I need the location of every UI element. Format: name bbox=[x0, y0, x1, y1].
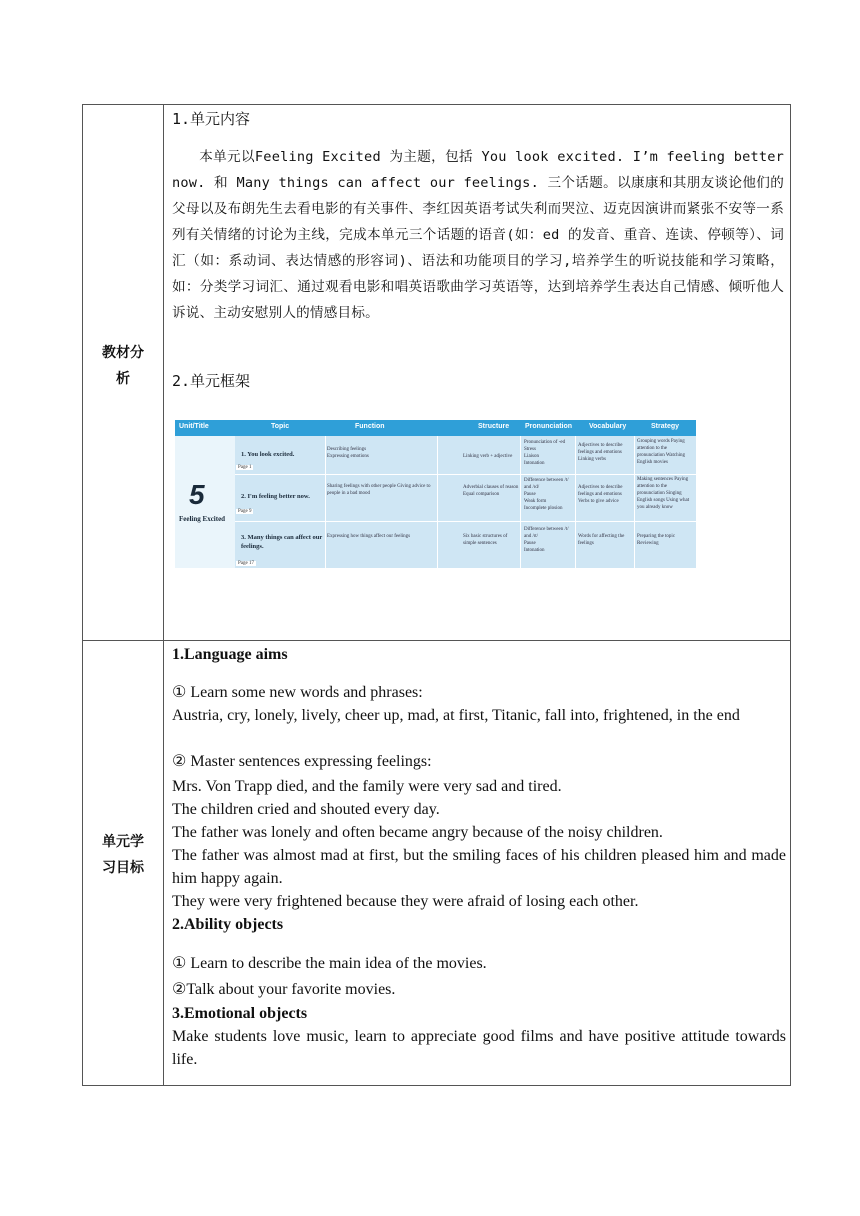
sentence: They were very frightened because they were afraid of losing each other. bbox=[172, 893, 639, 910]
framework-unit-number: 5 bbox=[189, 479, 205, 510]
sentence-list bbox=[172, 775, 786, 913]
unit-framework-table bbox=[175, 420, 696, 568]
analysis-row-label bbox=[83, 340, 163, 392]
framework-vocabulary-3: Words for affecting the feelings bbox=[578, 534, 625, 546]
row-divider bbox=[82, 640, 791, 641]
framework-header-unit: Unit/Title bbox=[179, 423, 209, 430]
ability-item-1: ① Learn to describe the main idea of the movies. bbox=[172, 955, 487, 972]
framework-row-line bbox=[235, 521, 696, 522]
framework-col-line bbox=[325, 436, 326, 568]
framework-header-topic: Topic bbox=[271, 423, 290, 430]
framework-strategy-2: Making sentences Paying attention to the pronunciation Singing English songs Using what you already know bbox=[637, 477, 690, 510]
framework-topic-2: 2. I'm feeling better now. bbox=[241, 493, 310, 500]
framework-header-strategy: Strategy bbox=[651, 423, 680, 430]
unit-content-heading: 1.单元内容 bbox=[172, 110, 251, 128]
framework-structure-1: Linking verb + adjective bbox=[463, 454, 513, 459]
unit-framework-heading: 2.单元框架 bbox=[172, 372, 251, 390]
analysis-label-line2: 析 bbox=[116, 371, 130, 387]
framework-header-function: Function bbox=[355, 423, 385, 430]
unit-content-paragraph bbox=[172, 144, 784, 326]
ability-objects-heading: 2.Ability objects bbox=[172, 916, 284, 933]
analysis-label-line1: 教材分 bbox=[102, 345, 144, 361]
framework-pronunciation-2: Difference between /t/ and /ɪd/ Pause Weak form Incomplete plosion bbox=[524, 478, 569, 511]
language-item-1: ① Learn some new words and phrases: bbox=[172, 684, 423, 701]
framework-topic-3: 3. Many things can affect our feelings. bbox=[241, 534, 323, 550]
framework-page-1: Page 1 bbox=[238, 465, 252, 470]
framework-unit-cell bbox=[175, 436, 235, 568]
framework-pronunciation-1: Pronunciation of -ed Stress Liaison Intonation bbox=[524, 440, 566, 466]
framework-function-2: Sharing feelings with other people Giving advice to people in a bad mood bbox=[327, 484, 431, 496]
framework-structure-2: Adverbial clauses of reason Equal comparison bbox=[463, 485, 519, 497]
sentence: The father was lonely and often became angry because of the noisy children. bbox=[172, 824, 663, 841]
framework-row-line bbox=[235, 474, 696, 475]
framework-col-line bbox=[437, 436, 438, 568]
framework-strategy-3: Preparing the topic Reviewing bbox=[637, 534, 676, 546]
emotional-objects-text: Make students love music, learn to appreciate good films and have positive attitude towards life. bbox=[172, 1028, 786, 1068]
framework-header-structure: Structure bbox=[478, 423, 510, 430]
column-divider bbox=[163, 104, 164, 1086]
sentence: The children cried and shouted every day. bbox=[172, 801, 440, 818]
framework-header-pronunciation: Pronunciation bbox=[525, 423, 573, 430]
framework-vocabulary-1: Adjectives to describe feelings and emotions Linking verbs bbox=[578, 443, 623, 462]
framework-topic-1: 1. You look excited. bbox=[241, 451, 295, 458]
framework-header-vocabulary: Vocabulary bbox=[589, 423, 627, 430]
framework-page-3: Page 17 bbox=[238, 561, 254, 566]
language-item-2: ② Master sentences expressing feelings: bbox=[172, 753, 432, 770]
framework-pronunciation-3: Difference between /t/ and /ɪt/ Pause Intonation bbox=[524, 527, 569, 553]
sentence: Mrs. Von Trapp died, and the family were very sad and tired. bbox=[172, 778, 562, 795]
framework-vocabulary-2: Adjectives to describe feelings and emotions Verbs to give advice bbox=[578, 485, 623, 504]
framework-col-line bbox=[634, 436, 635, 568]
ability-item-2: ②Talk about your favorite movies. bbox=[172, 981, 396, 998]
emotional-objects-heading: 3.Emotional objects bbox=[172, 1005, 308, 1022]
goals-label-line2: 习目标 bbox=[102, 860, 144, 876]
unit-content-text: 本单元以Feeling Excited 为主题，包括 You look excited. I’m feeling better now. 和 Many things can affect our feelings. 三个话题。以康康和其朋友谈论他们的父母以及布朗先生去看电影的有关事件、李红因英语考试失利而哭泣、迈克因演讲而紧张不安等一系列有关情绪的讨论为主线，完成本单元三个话题的语音(如：ed 的发音、重音、连读、停顿等）、词汇（如：系动词、表达情感的形容词)、语法和功能项目的学习,培养学生的听说技能和学习策略，如：分类学习词汇、通过观看电影和唱英语歌曲学习英语等，达到培养学生表达自己情感、倾听他人诉说、主动安慰别人的情感目标。 bbox=[172, 149, 784, 321]
framework-page-2: Page 9 bbox=[238, 509, 252, 514]
goals-row-label bbox=[83, 829, 163, 881]
framework-header-row bbox=[175, 420, 696, 436]
framework-col-line bbox=[575, 436, 576, 568]
framework-unit-title: Feeling Excited bbox=[179, 515, 226, 523]
framework-function-1: Describing feelings Expressing emotions bbox=[327, 447, 369, 459]
framework-structure-3: Six basic structures of simple sentences bbox=[463, 534, 508, 546]
framework-function-3: Expressing how things affect our feelings bbox=[327, 534, 411, 539]
new-words-list: Austria, cry, lonely, lively, cheer up, mad, at first, Titanic, fall into, frightened, in the end bbox=[172, 707, 740, 724]
language-aims-heading: 1.Language aims bbox=[172, 646, 288, 663]
sentence: The father was almost mad at first, but the smiling faces of his children pleased him and made him happy again. bbox=[172, 847, 786, 887]
goals-label-line1: 单元学 bbox=[102, 834, 144, 850]
framework-strategy-1: Grouping words Paying attention to the pronunciation Watching English movies bbox=[637, 439, 685, 465]
